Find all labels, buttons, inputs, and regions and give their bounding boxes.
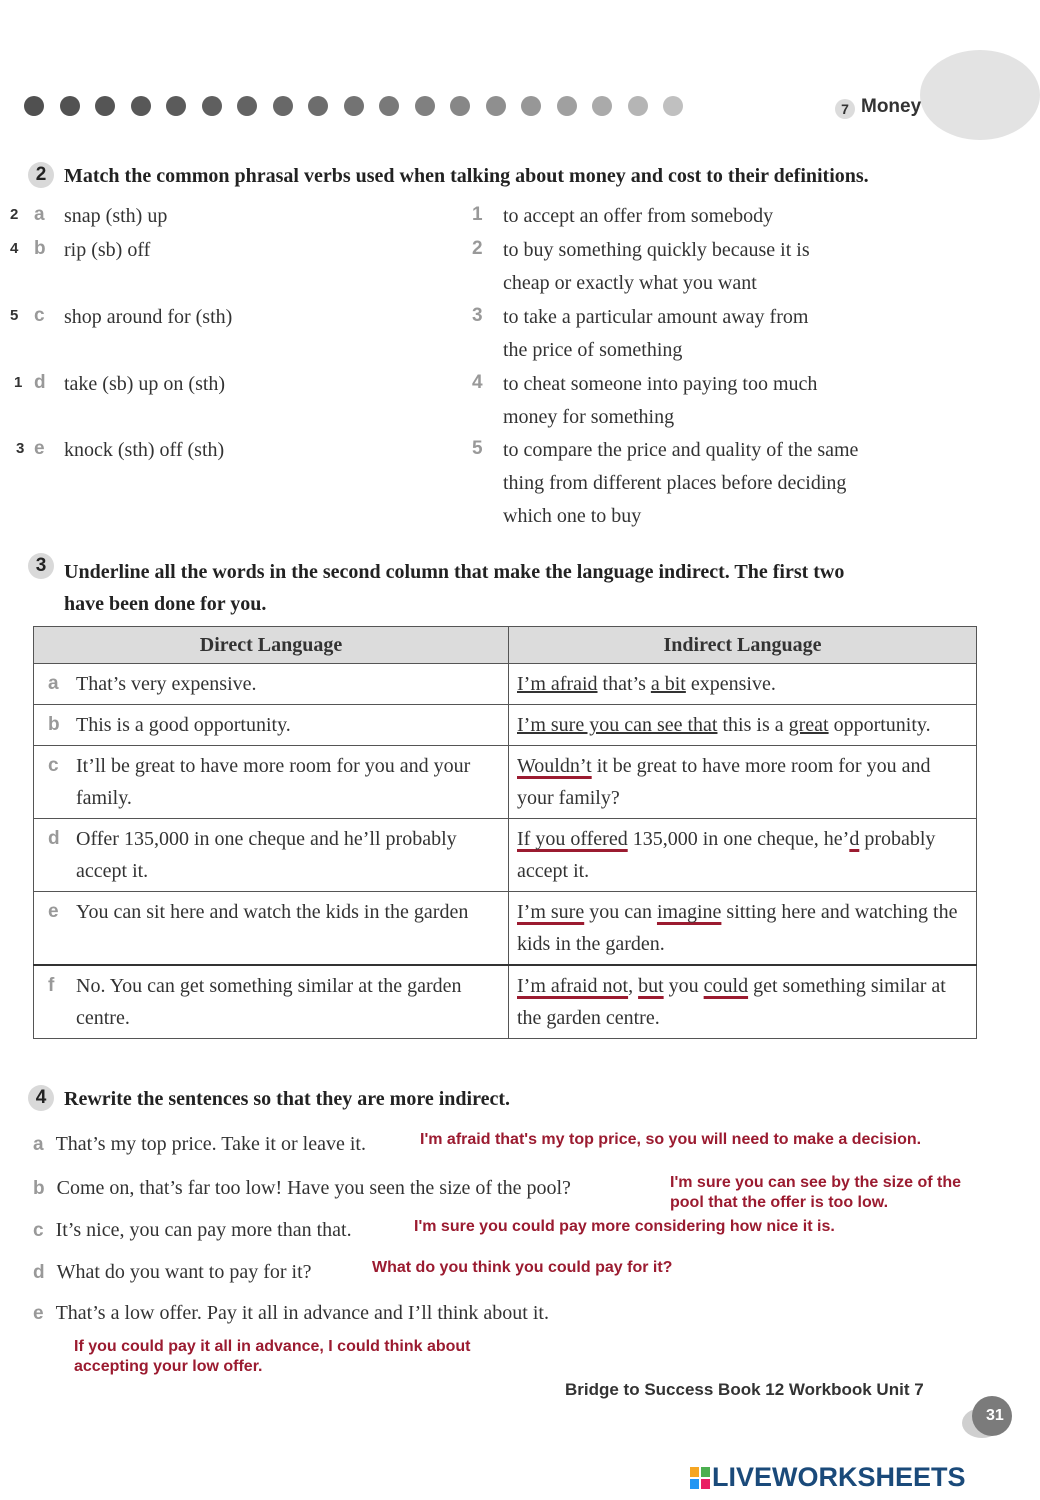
plain-text: you	[663, 975, 704, 997]
item-letter: b	[33, 1178, 45, 1199]
item-text: What do you want to pay for it?	[56, 1261, 312, 1283]
list-item	[33, 1297, 549, 1330]
underlined-phrase: I’m sure you can see that	[517, 714, 718, 736]
section-4-instruction: Rewrite the sentences so that they are more indirect.	[64, 1088, 510, 1110]
plain-text: this is a	[717, 714, 789, 736]
definition-number: 3	[472, 305, 483, 326]
item-letter: a	[34, 204, 45, 225]
item-text: snap (sth) up	[64, 205, 168, 227]
definition-line: to accept an offer from somebody	[503, 205, 774, 227]
header-dot	[166, 96, 186, 116]
header-dot	[95, 96, 115, 116]
answer-input[interactable]	[670, 1173, 961, 1213]
list-item	[33, 1172, 571, 1205]
answer-input[interactable]: I'm afraid that's my top price, so you will need to make a decision.	[420, 1131, 922, 1148]
definition-line: cheap or exactly what you want	[503, 272, 757, 294]
definition-line: to compare the price and quality of the same	[503, 439, 859, 461]
table-row	[34, 819, 977, 892]
header-dot	[202, 96, 222, 116]
item-letter: c	[34, 305, 45, 326]
indirect-cell	[509, 819, 977, 892]
header-dot	[450, 96, 470, 116]
logo-square	[690, 1467, 699, 1477]
column-header-indirect: Indirect Language	[509, 627, 977, 664]
direct-cell	[34, 664, 509, 705]
header-dot	[663, 96, 683, 116]
direct-cell	[34, 819, 509, 892]
answer-input[interactable]: 2	[10, 206, 19, 223]
direct-text: It’ll be great to have more room for you and your family.	[76, 755, 471, 809]
header-dot	[344, 96, 364, 116]
row-letter: a	[48, 673, 59, 694]
student-underlined-phrase[interactable]: but	[638, 975, 664, 997]
direct-cell	[34, 705, 509, 746]
item-letter: b	[34, 238, 46, 259]
logo-square	[701, 1479, 710, 1489]
row-letter: b	[48, 714, 60, 735]
item-letter: a	[33, 1134, 44, 1155]
answer-line: If you could pay it all in advance, I could think about	[74, 1338, 471, 1355]
answer-input[interactable]: What do you think you could pay for it?	[372, 1259, 673, 1276]
header-dot	[521, 96, 541, 116]
direct-text: That’s very expensive.	[76, 673, 257, 695]
logo-text: LIVEWORKSHEETS	[712, 1462, 966, 1492]
answer-input[interactable]: I'm sure you could pay more considering how nice it is.	[414, 1218, 835, 1235]
item-letter: d	[33, 1262, 45, 1283]
definition-number: 2	[472, 238, 483, 259]
header-dot	[273, 96, 293, 116]
unit-title: Money	[861, 96, 922, 117]
row-letter: e	[48, 901, 59, 922]
logo-square	[690, 1479, 699, 1489]
student-underlined-phrase[interactable]: If you offered	[517, 828, 628, 850]
answer-input[interactable]: 5	[10, 307, 19, 324]
row-letter: d	[48, 828, 60, 849]
footer-book-title: Bridge to Success Book 12 Workbook Unit 7	[565, 1380, 924, 1399]
answer-input[interactable]: 3	[16, 440, 25, 457]
header-dot	[592, 96, 612, 116]
list-item	[33, 1128, 366, 1161]
item-text: That’s a low offer. Pay it all in advance and I’ll think about it.	[55, 1302, 549, 1324]
indirect-cell	[509, 892, 977, 966]
page-number: 31	[972, 1396, 1012, 1436]
logo-square	[701, 1467, 710, 1477]
answer-line: accepting your low offer.	[74, 1358, 263, 1375]
answer-line: I'm sure you can see by the size of the	[670, 1174, 962, 1191]
header-dot	[237, 96, 257, 116]
plain-text: it be great to have more room for you and your family?	[517, 755, 931, 809]
plain-text: get something similar at the garden centre.	[517, 975, 946, 1029]
header-dot	[486, 96, 506, 116]
header-dot	[628, 96, 648, 116]
table-row	[34, 892, 977, 966]
table-row	[34, 965, 977, 1039]
answer-input[interactable]: 4	[10, 240, 19, 257]
language-table	[33, 626, 977, 1039]
direct-text: You can sit here and watch the kids in the garden	[76, 901, 469, 923]
header-dot	[60, 96, 80, 116]
plain-text: 135,000 in one cheque, he’	[627, 828, 850, 850]
plain-text: you can	[584, 901, 657, 923]
definition-line: to buy something quickly because it is	[503, 239, 810, 261]
definition-number: 5	[472, 438, 483, 459]
logo-icon	[690, 1467, 710, 1489]
item-letter: e	[33, 1303, 44, 1324]
direct-cell	[34, 746, 509, 819]
item-text: That’s my top price. Take it or leave it.	[55, 1133, 366, 1155]
indirect-cell	[509, 965, 977, 1039]
underlined-phrase: a bit	[650, 673, 686, 695]
direct-text: No. You can get something similar at the garden centre.	[76, 975, 462, 1029]
student-underlined-phrase[interactable]: could	[703, 975, 749, 997]
list-item	[33, 1256, 312, 1289]
item-text: knock (sth) off (sth)	[64, 439, 225, 461]
liveworksheets-logo	[690, 1462, 966, 1493]
plain-text: opportunity.	[828, 714, 931, 736]
instruction-line: have been done for you.	[64, 593, 267, 615]
answer-line: pool that the offer is too low.	[670, 1194, 889, 1211]
indirect-cell	[509, 664, 977, 705]
header-dot	[415, 96, 435, 116]
direct-cell	[34, 892, 509, 966]
unit-number-badge: 7	[835, 99, 855, 119]
plain-text: that’s	[597, 673, 651, 695]
definition-number: 4	[472, 372, 483, 393]
plain-text: probably accept it.	[517, 828, 936, 882]
answer-input[interactable]	[74, 1337, 471, 1377]
header-dot	[24, 96, 44, 116]
table-row	[34, 664, 977, 705]
instruction-line: Underline all the words in the second column that make the language indirect. The first two	[64, 561, 845, 583]
item-letter: e	[34, 438, 45, 459]
item-text: It’s nice, you can pay more than that.	[55, 1219, 352, 1241]
item-text: shop around for (sth)	[64, 306, 233, 328]
direct-cell	[34, 965, 509, 1039]
plain-text: ,	[628, 975, 639, 997]
item-text: Come on, that’s far too low! Have you seen the size of the pool?	[56, 1177, 571, 1199]
section-2-instruction: Match the common phrasal verbs used when talking about money and cost to their definitions.	[64, 165, 869, 187]
header-dot	[379, 96, 399, 116]
item-text: take (sb) up on (sth)	[64, 373, 226, 395]
underlined-phrase: I’m afraid	[517, 673, 598, 695]
list-item	[33, 1214, 352, 1247]
header-dot	[557, 96, 577, 116]
column-header-direct: Direct Language	[34, 627, 509, 664]
student-underlined-phrase[interactable]: imagine	[656, 901, 722, 923]
item-letter: d	[34, 372, 46, 393]
header-dot	[131, 96, 151, 116]
item-text: rip (sb) off	[64, 239, 151, 261]
plain-text: expensive.	[685, 673, 776, 695]
header-dot-row	[24, 96, 684, 118]
answer-input[interactable]: 1	[14, 374, 23, 391]
student-underlined-phrase[interactable]: Wouldn’t	[517, 755, 592, 777]
header-dot	[308, 96, 328, 116]
row-letter: f	[48, 975, 55, 996]
student-underlined-phrase[interactable]: d	[849, 828, 860, 850]
row-letter: c	[48, 755, 59, 776]
definition-line: the price of something	[503, 339, 683, 361]
direct-text: This is a good opportunity.	[76, 714, 291, 736]
plain-text: sitting here and watching the kids in the garden.	[517, 901, 958, 955]
definition-line: to take a particular amount away from	[503, 306, 809, 328]
section-3-number: 3	[28, 553, 54, 579]
definition-line: to cheat someone into paying too much	[503, 373, 818, 395]
direct-text: Offer 135,000 in one cheque and he’ll probably accept it.	[76, 828, 457, 882]
table-row	[34, 746, 977, 819]
student-underlined-phrase[interactable]: I’m afraid not	[517, 975, 629, 997]
underlined-phrase: great	[788, 714, 829, 736]
table-row	[34, 705, 977, 746]
definition-number: 1	[472, 204, 483, 225]
definition-line: thing from different places before deciding	[503, 472, 847, 494]
indirect-cell	[509, 746, 977, 819]
section-3-instruction	[64, 556, 844, 620]
definition-line: money for something	[503, 406, 675, 428]
section-2-number: 2	[28, 162, 54, 188]
corner-decoration	[920, 50, 1040, 140]
definition-line: which one to buy	[503, 505, 642, 527]
item-letter: c	[33, 1220, 44, 1241]
indirect-cell	[509, 705, 977, 746]
student-underlined-phrase[interactable]: I’m sure	[517, 901, 585, 923]
section-4-number: 4	[28, 1085, 54, 1111]
